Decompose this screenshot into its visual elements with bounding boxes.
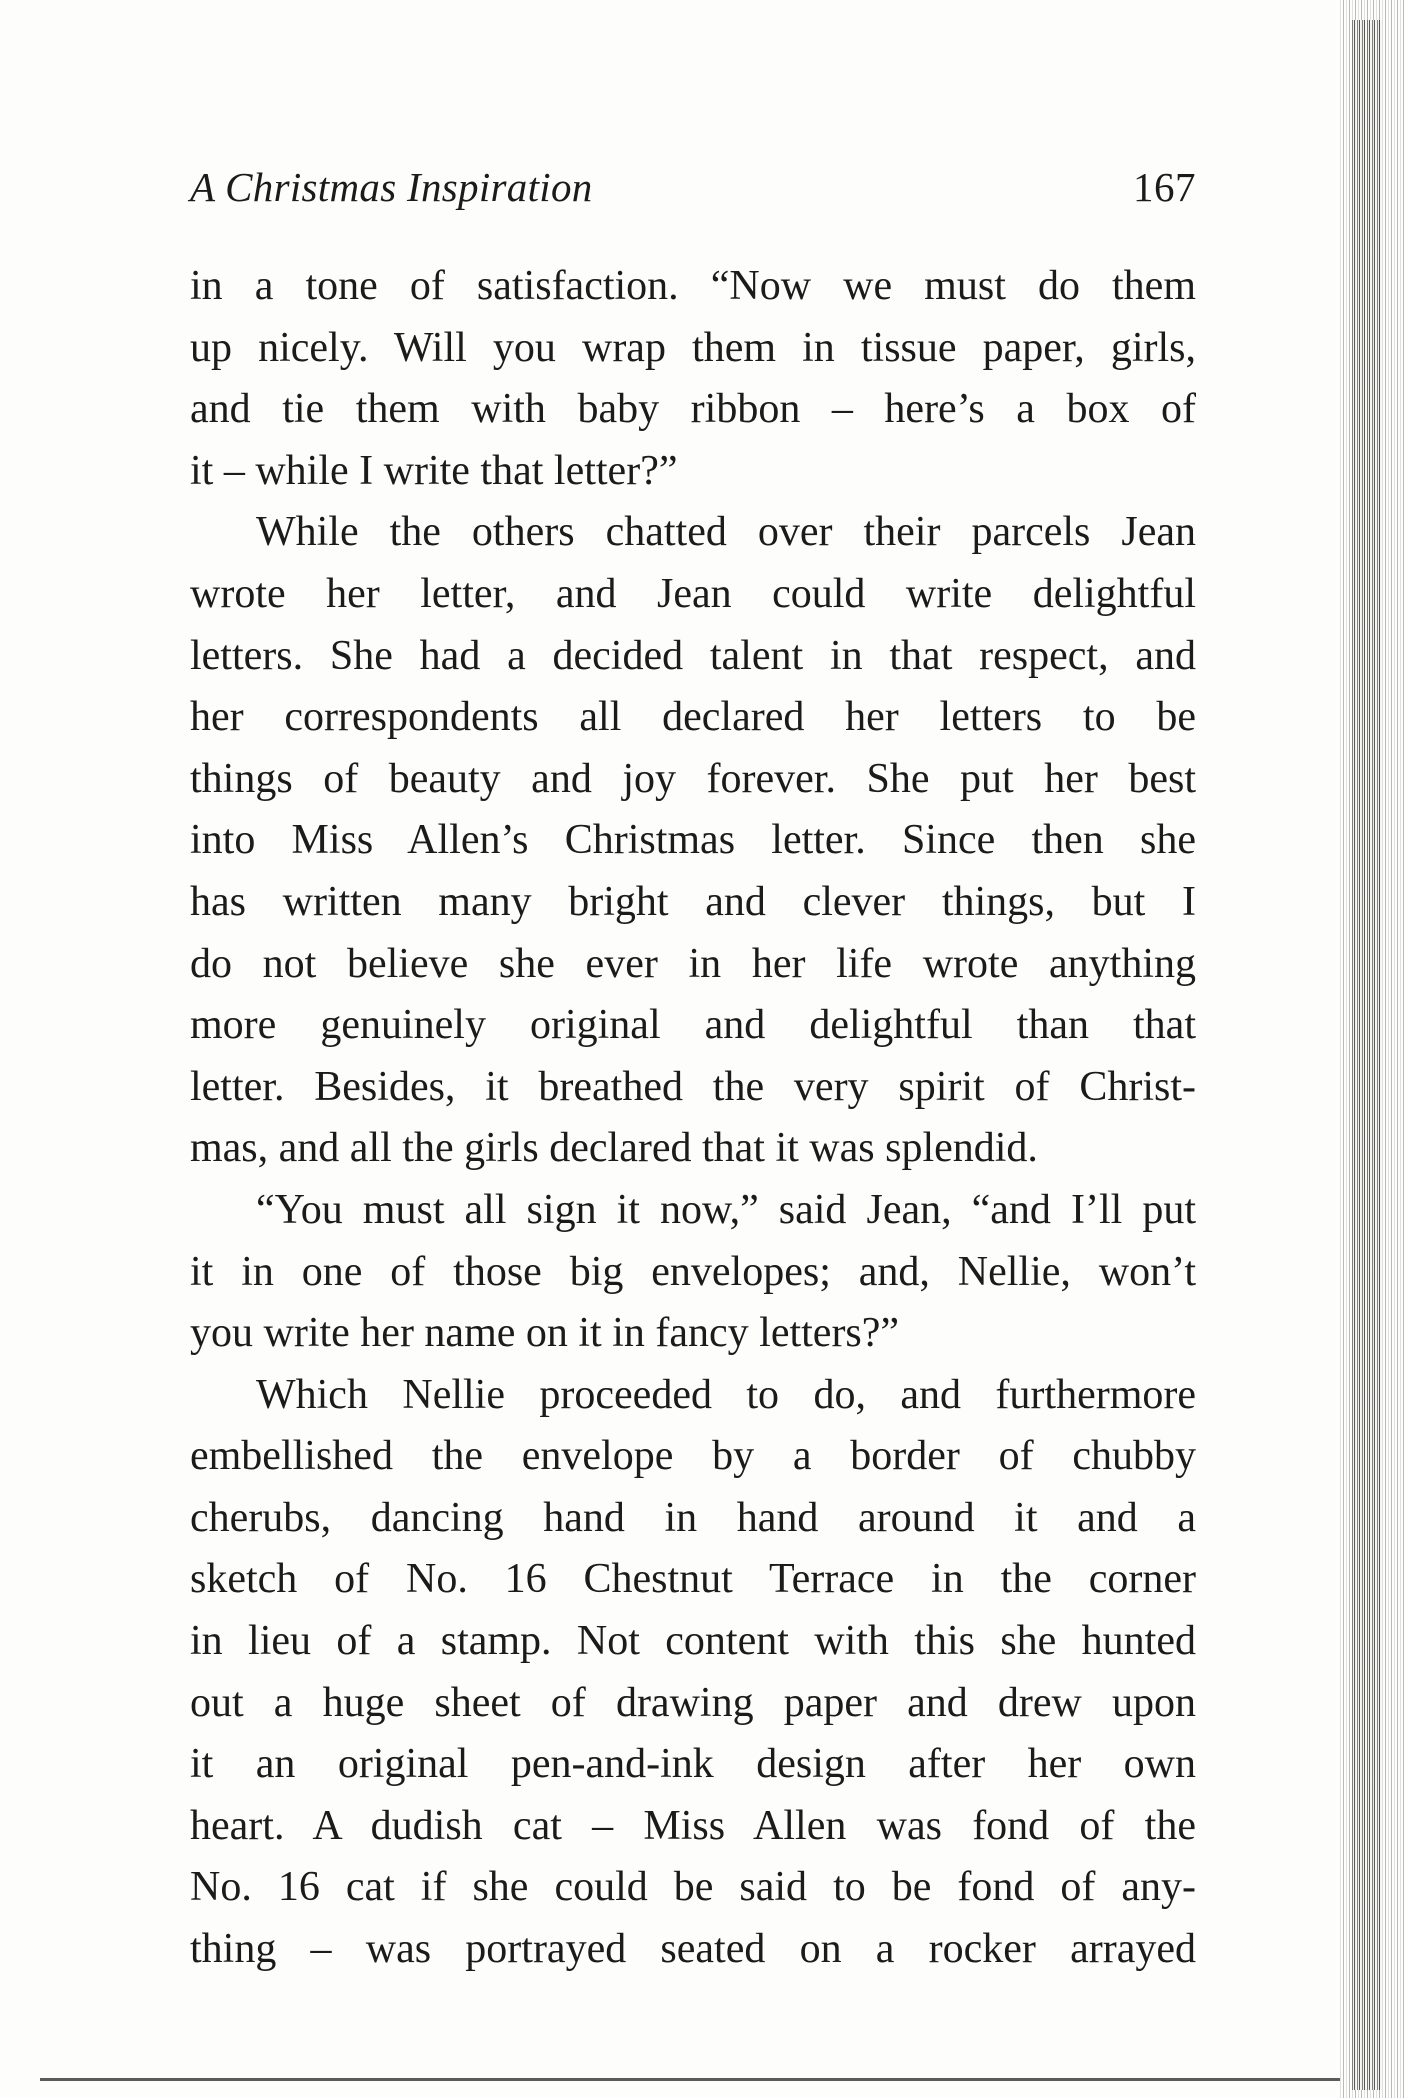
text-line: and tie them with baby ribbon – here’s a box of <box>190 386 1196 433</box>
body-text <box>190 256 1196 1981</box>
text-line: up nicely. Will you wrap them in tissue paper, girls, <box>190 324 1196 371</box>
text-line: No. 16 cat if she could be said to be fond of any- <box>190 1864 1196 1911</box>
text-line: things of beauty and joy forever. She put her best <box>190 755 1196 802</box>
paragraph-first-line: While the others chatted over their parcels Jean <box>256 509 1196 556</box>
text-line: letter. Besides, it breathed the very spirit of Christ- <box>190 1063 1196 1110</box>
book-spine-edge <box>1352 20 1382 2090</box>
text-line: embellished the envelope by a border of chubby <box>190 1433 1196 1480</box>
text-line: letters. She had a decided talent in that respect, and <box>190 632 1196 679</box>
text-line: wrote her letter, and Jean could write delightful <box>190 570 1196 617</box>
page-bottom-edge <box>40 2078 1340 2081</box>
text-line: into Miss Allen’s Christmas letter. Since then she <box>190 817 1196 864</box>
text-line: has written many bright and clever things, but I <box>190 878 1196 925</box>
text-line: do not believe she ever in her life wrote anything <box>190 940 1196 987</box>
text-line: heart. A dudish cat – Miss Allen was fond of the <box>190 1802 1196 1849</box>
text-line: it – while I write that letter?” <box>190 447 678 494</box>
running-head <box>190 163 1196 223</box>
text-line: in a tone of satisfaction. “Now we must do them <box>190 263 1196 309</box>
text-line: thing – was portrayed seated on a rocker arrayed <box>190 1926 1196 1973</box>
page-number: 167 <box>1133 164 1196 210</box>
chapter-title: A Christmas Inspiration <box>190 164 593 210</box>
text-line: it in one of those big envelopes; and, Nellie, won’t <box>190 1248 1196 1295</box>
text-line: more genuinely original and delightful than that <box>190 1002 1196 1049</box>
text-line: sketch of No. 16 Chestnut Terrace in the corner <box>190 1556 1196 1603</box>
text-line: mas, and all the girls declared that it was splendid. <box>190 1125 1038 1172</box>
text-line: out a huge sheet of drawing paper and drew upon <box>190 1679 1196 1726</box>
text-line: cherubs, dancing hand in hand around it and a <box>190 1494 1196 1541</box>
text-line: her correspondents all declared her letters to be <box>190 694 1196 741</box>
text-line: in lieu of a stamp. Not content with this she hunted <box>190 1618 1196 1665</box>
paragraph-first-line: Which Nellie proceeded to do, and furthermore <box>256 1371 1196 1418</box>
text-line: it an original pen-and-ink design after her own <box>190 1741 1196 1788</box>
paragraph-first-line: “You must all sign it now,” said Jean, “and I’ll put <box>256 1186 1196 1233</box>
text-line: you write her name on it in fancy letters?” <box>190 1310 900 1357</box>
